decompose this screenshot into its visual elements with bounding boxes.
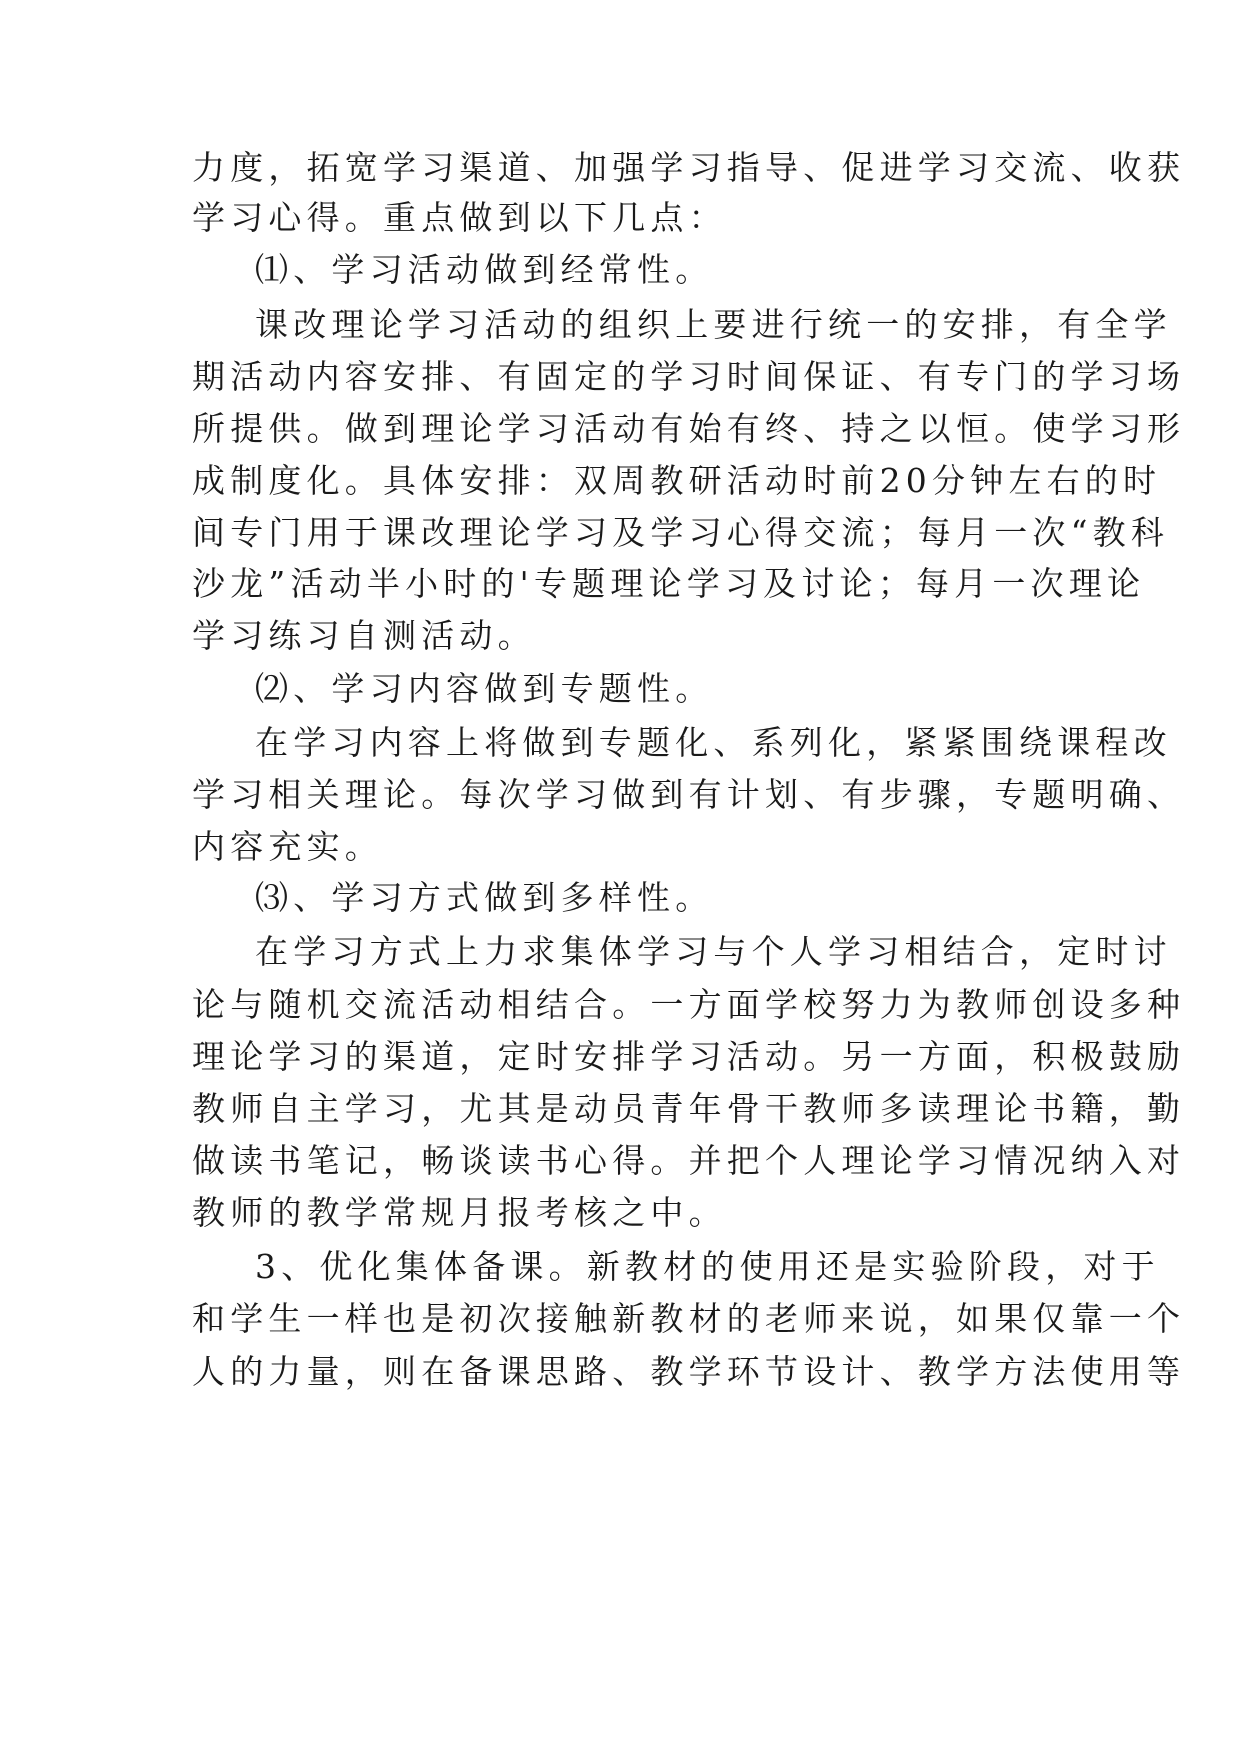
text-line-4: 课改理论学习活动的组织上要进行统一的安排，有全学 (255, 305, 1172, 344)
text-line-12: 在学习内容上将做到专题化、系列化，紧紧围绕课程改 (255, 723, 1172, 762)
text-line-10: 学习练习自测活动。 (192, 616, 536, 655)
text-line-16: 在学习方式上力求集体学习与个人学习相结合，定时讨 (255, 932, 1172, 971)
text-line-5: 期活动内容安排、有固定的学习时间保证、有专门的学习场 (192, 357, 1186, 396)
text-line-1: 力度，拓宽学习渠道、加强学习指导、促进学习交流、收获 (192, 148, 1186, 187)
text-line-6: 所提供。做到理论学习活动有始有终、持之以恒。使学习形 (192, 409, 1186, 448)
text-line-17: 论与随机交流活动相结合。一方面学校努力为教师创设多种 (192, 985, 1186, 1024)
text-line-13: 学习相关理论。每次学习做到有计划、有步骤，专题明确、 (192, 775, 1186, 814)
text-line-22: 3、优化集体备课。新教材的使用还是实验阶段，对于 (255, 1247, 1160, 1286)
list-heading-1: ⑴、学习活动做到经常性。 (255, 250, 714, 289)
list-heading-2: ⑵、学习内容做到专题性。 (255, 669, 714, 708)
list-heading-3: ⑶、学习方式做到多样性。 (255, 878, 714, 917)
text-line-18: 理论学习的渠道，定时安排学习活动。另一方面，积极鼓励 (192, 1037, 1186, 1076)
text-line-7: 成制度化。具体安排：双周教研活动时前20分钟左右的时 (192, 461, 1162, 500)
text-line-14: 内容充实。 (192, 827, 383, 866)
text-line-20: 做读书笔记，畅谈读书心得。并把个人理论学习情况纳入对 (192, 1141, 1186, 1180)
text-line-23: 和学生一样也是初次接触新教材的老师来说，如果仅靠一个 (192, 1299, 1186, 1338)
text-line-24: 人的力量，则在备课思路、教学环节设计、教学方法使用等 (192, 1352, 1186, 1391)
text-line-19: 教师自主学习，尤其是动员青年骨干教师多读理论书籍，勤 (192, 1089, 1186, 1128)
text-line-21: 教师的教学常规月报考核之中。 (192, 1193, 727, 1232)
text-line-9: 沙龙”活动半小时的'专题理论学习及讨论；每月一次理论 (192, 564, 1146, 603)
text-line-2: 学习心得。重点做到以下几点： (192, 198, 727, 237)
text-line-8: 间专门用于课改理论学习及学习心得交流；每月一次“教科 (192, 513, 1170, 552)
